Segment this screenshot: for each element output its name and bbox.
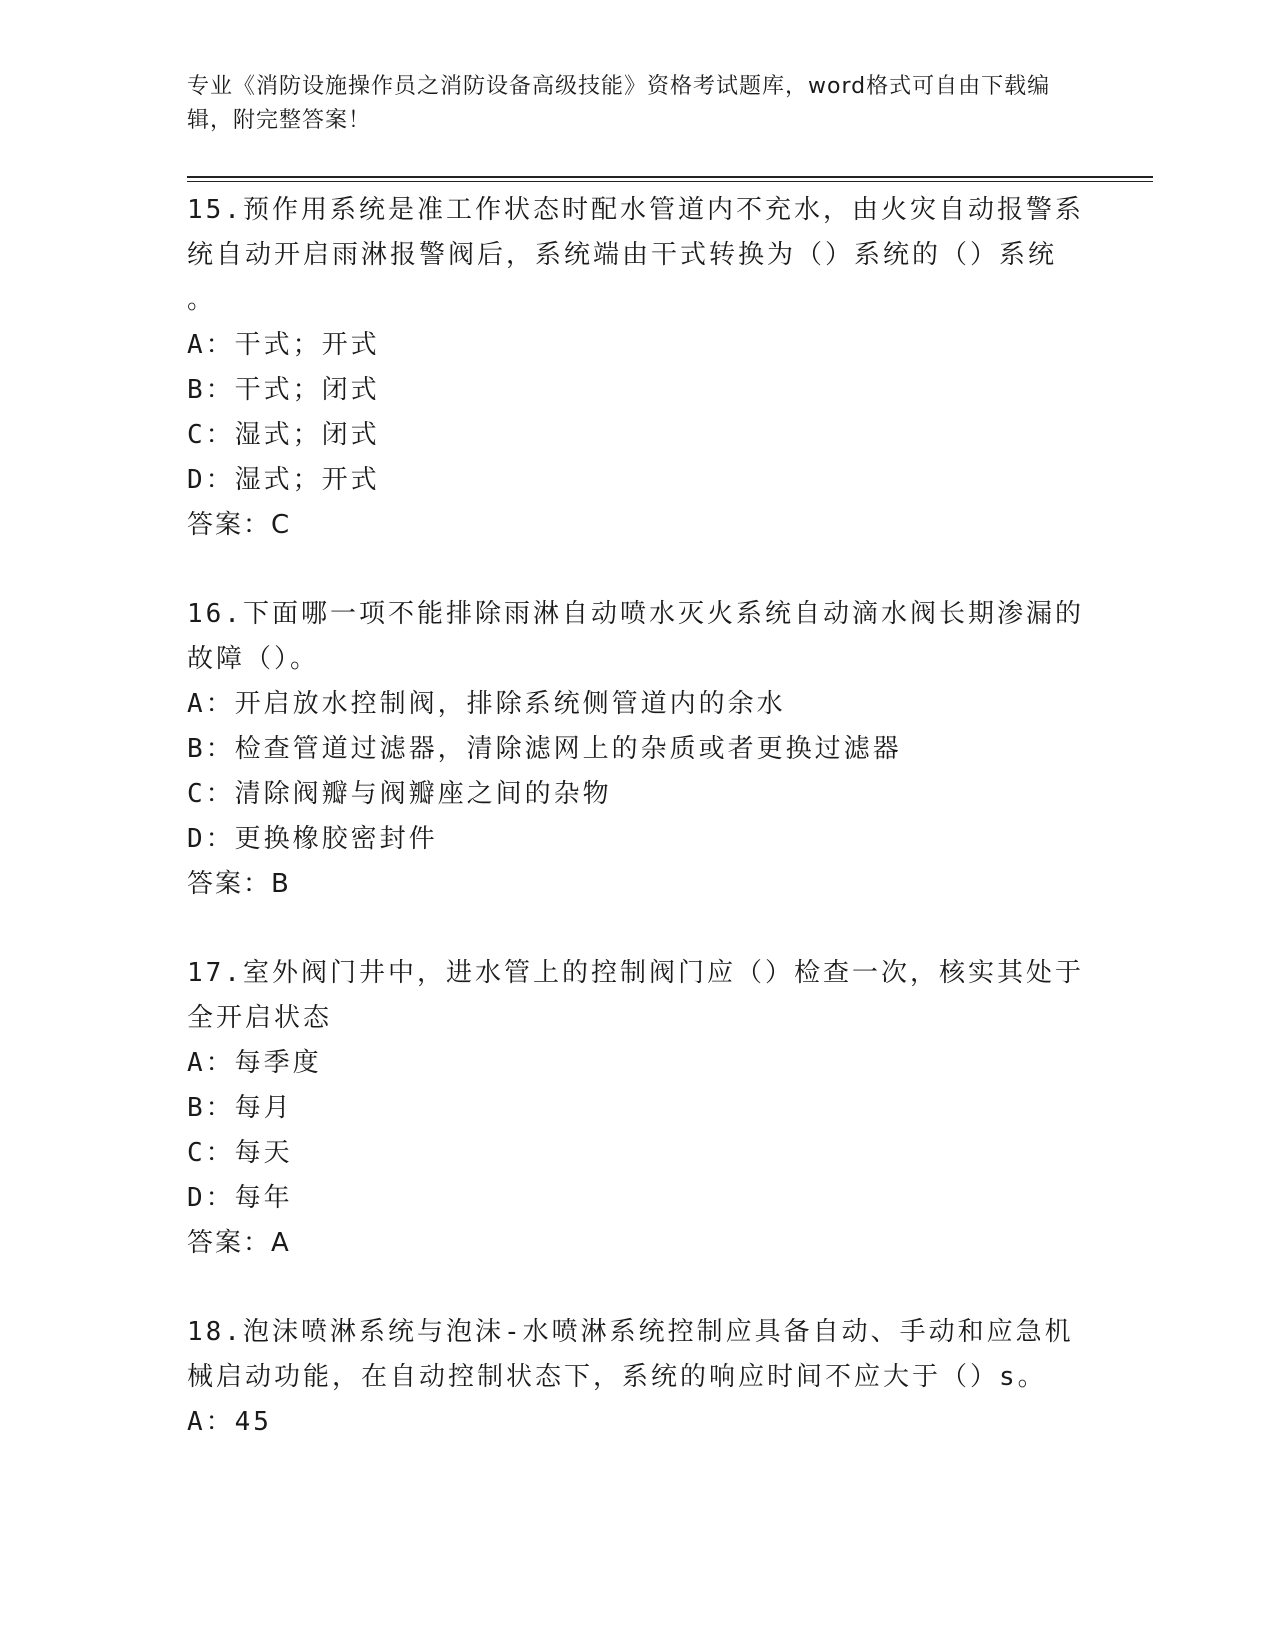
- question-17: [187, 951, 1087, 1266]
- question-list: [187, 188, 1087, 1445]
- question-stem-line: 故障（）。: [187, 644, 320, 674]
- option-c: C：清除阀瓣与阀瓣座之间的杂物: [187, 779, 612, 809]
- question-stem-line: 17.室外阀门井中，进水管上的控制阀门应（）检查一次，核实其处于: [187, 958, 1084, 988]
- option-d: D：更换橡胶密封件: [187, 824, 438, 854]
- option-a: A：开启放水控制阀，排除系统侧管道内的余水: [187, 689, 786, 719]
- question-stem-line: 统自动开启雨淋报警阀后，系统端由干式转换为（）系统的（）系统: [187, 240, 1058, 270]
- option-b: B：干式；闭式: [187, 375, 380, 405]
- question-gap: [187, 1266, 1087, 1310]
- header-divider: [187, 176, 1153, 178]
- option-a: A：45: [187, 1407, 272, 1437]
- question-stem-line: 15.预作用系统是准工作状态时配水管道内不充水，由火灾自动报警系: [187, 195, 1084, 225]
- header-divider-thin: [187, 181, 1153, 182]
- question-gap: [187, 907, 1087, 951]
- question-stem-line: 。: [187, 285, 217, 315]
- question-gap: [187, 548, 1087, 592]
- question-stem-line: 16.下面哪一项不能排除雨淋自动喷水灭火系统自动滴水阀长期渗漏的: [187, 599, 1084, 629]
- option-b: B：检查管道过滤器，清除滤网上的杂质或者更换过滤器: [187, 734, 902, 764]
- question-stem-line: 18.泡沫喷淋系统与泡沫-水喷淋系统控制应具备自动、手动和应急机: [187, 1317, 1074, 1347]
- question-stem-line: 全开启状态: [187, 1003, 333, 1033]
- answer: 答案：C: [187, 510, 292, 540]
- option-b: B：每月: [187, 1093, 293, 1123]
- question-18: [187, 1310, 1087, 1445]
- option-a: A：干式；开式: [187, 330, 380, 360]
- option-c: C：湿式；闭式: [187, 420, 380, 450]
- document-header: 专业《消防设施操作员之消防设备高级技能》资格考试题库，word格式可自由下载编辑，附完整答案！: [187, 74, 1051, 133]
- option-d: D：每年: [187, 1183, 293, 1213]
- question-15: [187, 188, 1087, 548]
- question-16: [187, 592, 1087, 907]
- option-c: C：每天: [187, 1138, 293, 1168]
- question-stem-line: 械启动功能，在自动控制状态下，系统的响应时间不应大于（）s。: [187, 1362, 1047, 1392]
- option-a: A：每季度: [187, 1048, 322, 1078]
- answer: 答案：A: [187, 1228, 291, 1258]
- answer: 答案：B: [187, 869, 291, 899]
- option-d: D：湿式；开式: [187, 465, 380, 495]
